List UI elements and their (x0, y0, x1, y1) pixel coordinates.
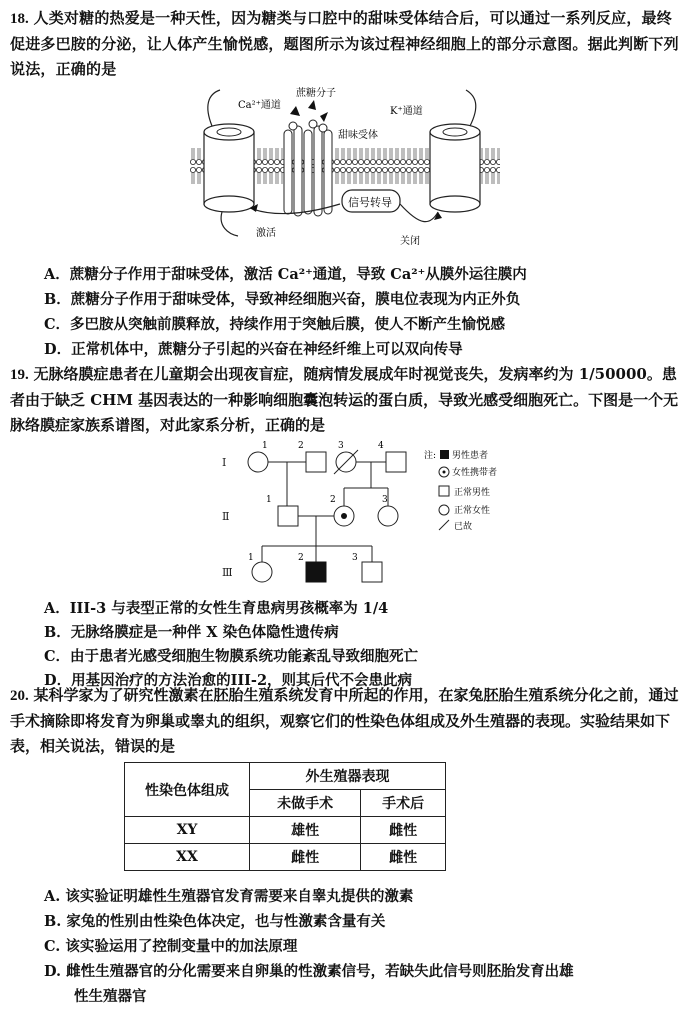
legend-title: 注: (424, 451, 437, 461)
question-stem: 人类对糖的热爱是一种天性，因为糖类与口腔中的甜味受体结合后，可以通过一系列反应，最终促进多巴胺的分泌，让人体产生愉悦感，题图所示为该过程神经细胞上的部分示意图。据此判断下列说法，正确的是 (10, 9, 679, 78)
q20-option-c: C. 该实验运用了控制变量中的加法原理 (44, 938, 298, 955)
q18-option-c: C．多巴胺从突触前膜释放，持续作用于突触后膜，使人不断产生愉悦感 (44, 316, 506, 333)
k-channel (430, 90, 480, 212)
index-label: 2 (298, 553, 304, 563)
q20-option-a: A. 该实验证明雄性生殖器官发育需要来自睾丸提供的激素 (44, 888, 414, 905)
table-header-phenotype: 外生殖器表现 (250, 763, 446, 790)
table-header-no-surgery: 未做手术 (250, 790, 361, 817)
I-2 (306, 452, 326, 472)
table-cell: 雌性 (361, 844, 446, 871)
q19-option-c: C．由于患者光感受细胞生物膜系统功能紊乱导致细胞死亡 (44, 648, 419, 665)
table-cell: 雌性 (361, 817, 446, 844)
gen-label-2: Ⅱ (222, 510, 230, 523)
table-cell: XX (125, 844, 250, 871)
question-number: 19. (10, 367, 29, 383)
table-header-after-surgery: 手术后 (361, 790, 446, 817)
table-cell: XY (125, 817, 250, 844)
question-stem: 某科学家为了研究性激素在胚胎生殖系统发育中所起的作用，在家兔胚胎生殖系统分化之前，通过手术摘除即将发育为卵巢或睾丸的组织，观察它们的性染色体组成及外生殖器的表现。实验结果如下表，相关说法，错误的是 (10, 686, 679, 755)
q19-option-b: B．无脉络膜症是一种伴 X 染色体隐性遗传病 (44, 624, 339, 641)
index-label: 3 (352, 553, 358, 563)
pedigree-legend (424, 449, 497, 532)
index-label: 4 (378, 441, 384, 451)
membrane-diagram (190, 86, 500, 254)
question-19 (10, 362, 682, 438)
k-channel-label: K⁺通道 (390, 106, 423, 117)
table-row (125, 817, 446, 844)
q18-option-a: A．蔗糖分子作用于甜味受体，激活 Ca²⁺通道，导致 Ca²⁺从膜外运往膜内 (44, 266, 527, 283)
III-1 (252, 562, 272, 582)
ca-channel (204, 90, 254, 236)
legend-item: 正常男性 (454, 488, 491, 498)
question-number: 20. (10, 688, 29, 704)
table-cell: 雌性 (250, 844, 361, 871)
q20-option-d: D. 雌性生殖器官的分化需要来自卵巢的性激素信号，若缺失此信号则胚胎发育出雄 (44, 963, 574, 980)
results-table (124, 762, 446, 871)
pedigree-chart (218, 438, 508, 594)
question-stem: 无脉络膜症患者在儿童期会出现夜盲症，随病情发展成年时视觉丧失，发病率约为 1/50000。患者由于缺乏 CHM 基因表达的一种影响细胞囊泡转运的蛋白质，导致光感受细胞死亡。下图是一个无脉络膜症家族系谱图，对此家系分析，正确的是 (10, 365, 679, 434)
index-label: 1 (262, 441, 268, 451)
gen-label-1: Ⅰ (222, 456, 227, 469)
legend-item: 正常女性 (454, 506, 491, 516)
index-label: 1 (248, 553, 254, 563)
legend-item: 女性携带者 (452, 468, 498, 478)
sweet-receptor (284, 120, 332, 216)
II-1 (278, 506, 298, 526)
table-header-chromosome: 性染色体组成 (125, 763, 250, 817)
signal-label: 信号转导 (348, 196, 392, 209)
I-4 (386, 452, 406, 472)
legend-item: 已故 (454, 522, 473, 532)
gen-label-3: Ⅲ (222, 566, 233, 579)
III-3 (362, 562, 382, 582)
q20-option-d-continuation: 性生殖器官 (74, 988, 147, 1005)
index-label: 3 (382, 495, 388, 505)
II-3 (378, 506, 398, 526)
q19-option-d: D．用基因治疗的方法治愈的III-2，则其后代不会患此病 (44, 672, 413, 689)
legend-item: 男性患者 (452, 451, 489, 461)
ca-channel-label: Ca²⁺通道 (238, 100, 281, 111)
sucrose-label: 蔗糖分子 (296, 88, 336, 99)
index-label: 2 (330, 495, 336, 505)
q19-option-a: A．III-3 与表型正常的女性生育患病男孩概率为 1/4 (44, 600, 389, 617)
q20-option-b: B. 家兔的性别由性染色体决定，也与性激素含量有关 (44, 913, 386, 930)
q18-option-d: D．正常机体中，蔗糖分子引起的兴奋在神经纤维上可以双向传导 (44, 341, 463, 358)
close-label: 关闭 (400, 236, 420, 247)
receptor-label: 甜味受体 (338, 130, 378, 141)
III-2 (306, 562, 326, 582)
question-number: 18. (10, 11, 29, 27)
question-18 (10, 6, 682, 82)
question-20 (10, 683, 682, 759)
activate-label: 激活 (256, 228, 276, 239)
index-label: 1 (266, 495, 272, 505)
table-row (125, 844, 446, 871)
table-cell: 雄性 (250, 817, 361, 844)
I-1 (248, 452, 268, 472)
index-label: 2 (298, 441, 304, 451)
q18-option-b: B．蔗糖分子作用于甜味受体，导致神经细胞兴奋，膜电位表现为内正外负 (44, 291, 521, 308)
index-label: 3 (338, 441, 344, 451)
